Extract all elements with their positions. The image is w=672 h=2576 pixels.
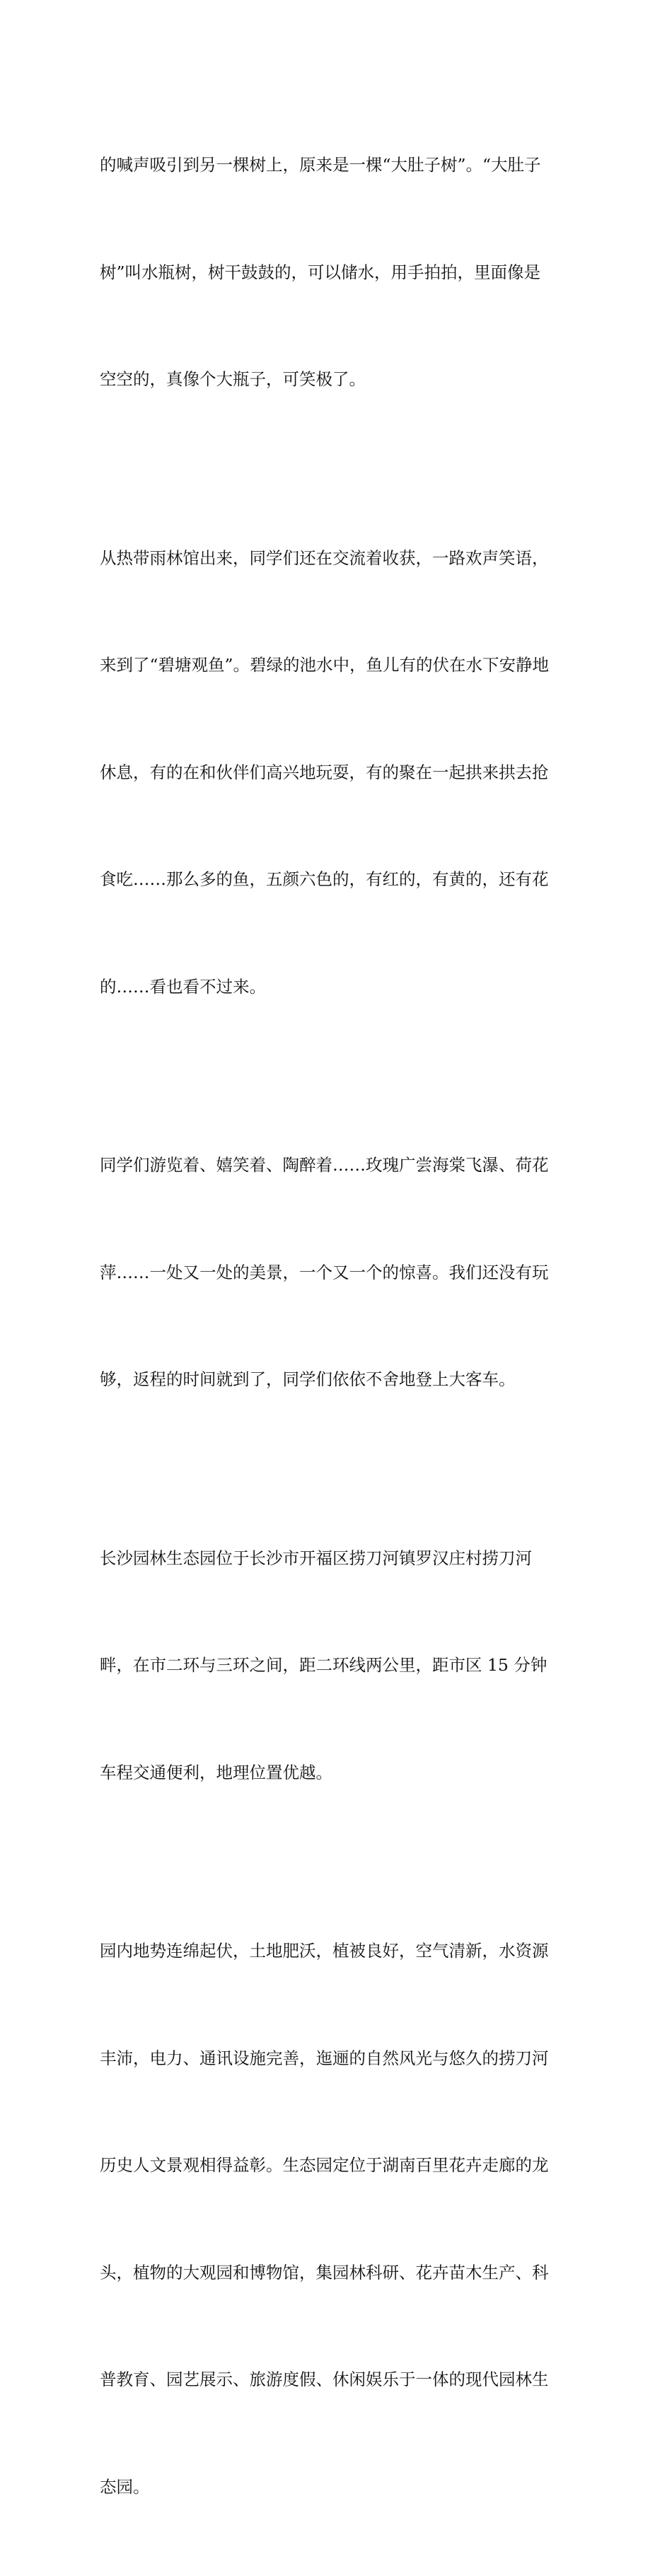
text-line: 萍……一处又一处的美景，一个又一个的惊喜。我们还没有玩 bbox=[100, 1262, 549, 1282]
text-line: 长沙园林生态园位于长沙市开福区捞刀河镇罗汉庄村捞刀河 bbox=[100, 1548, 532, 1568]
text-line: 休息，有的在和伙伴们高兴地玩耍，有的聚在一起拱来拱去抢 bbox=[100, 762, 549, 782]
text-line: 态园。 bbox=[100, 2476, 150, 2497]
paragraph-bottle-tree bbox=[100, 76, 581, 469]
text-line: 够，返程的时间就到了，同学们依依不舍地登上大客车。 bbox=[100, 1369, 516, 1389]
text-line: 的喊声吸引到另一棵树上，原来是一棵“大肚子树”。“大肚子 bbox=[100, 155, 541, 175]
paragraph-park-location bbox=[100, 1469, 581, 1862]
text-line: 普教育、园艺展示、旅游度假、休闲娱乐于一体的现代园林生 bbox=[100, 2369, 549, 2389]
text-line: 头，植物的大观园和博物馆，集园林科研、花卉苗木生产、科 bbox=[100, 2262, 549, 2282]
text-line: 历史人文景观相得益彰。生态园定位于湖南百里花卉走廊的龙 bbox=[100, 2155, 549, 2175]
text-line: 丰沛，电力、通讯设施完善，迤逦的自然风光与悠久的捞刀河 bbox=[100, 2048, 549, 2068]
text-line: 食吃……那么多的鱼，五颜六色的，有红的，有黄的，还有花 bbox=[100, 869, 549, 889]
text-line: 园内地势连绵起伏，土地肥沃，植被良好，空气清新，水资源 bbox=[100, 1941, 549, 1961]
text-line: 同学们游览着、嬉笑着、陶醉着……玫瑰广尝海棠飞瀑、荷花 bbox=[100, 1155, 549, 1175]
text-line: 从热带雨林馆出来，同学们还在交流着收获，一路欢声笑语， bbox=[100, 547, 549, 568]
text-line: 来到了“碧塘观鱼”。碧绿的池水中，鱼儿有的伏在水下安静地 bbox=[100, 655, 550, 675]
paragraph-return-trip bbox=[100, 1076, 581, 1469]
text-line: 空空的，真像个大瓶子，可笑极了。 bbox=[100, 369, 366, 389]
text-line: 畔，在市二环与三环之间，距二环线两公里，距市区 15 分钟 bbox=[100, 1655, 548, 1675]
document-body bbox=[100, 76, 581, 2576]
text-line: 车程交通便利，地理位置优越。 bbox=[100, 1762, 332, 1782]
text-line: 树”叫水瓶树，树干鼓鼓的，可以储水，用手拍拍，里面像是 bbox=[100, 262, 541, 282]
paragraph-park-description bbox=[100, 1862, 581, 2576]
paragraph-fish-pond bbox=[100, 469, 581, 1077]
text-line: 的……看也看不过来。 bbox=[100, 976, 266, 997]
